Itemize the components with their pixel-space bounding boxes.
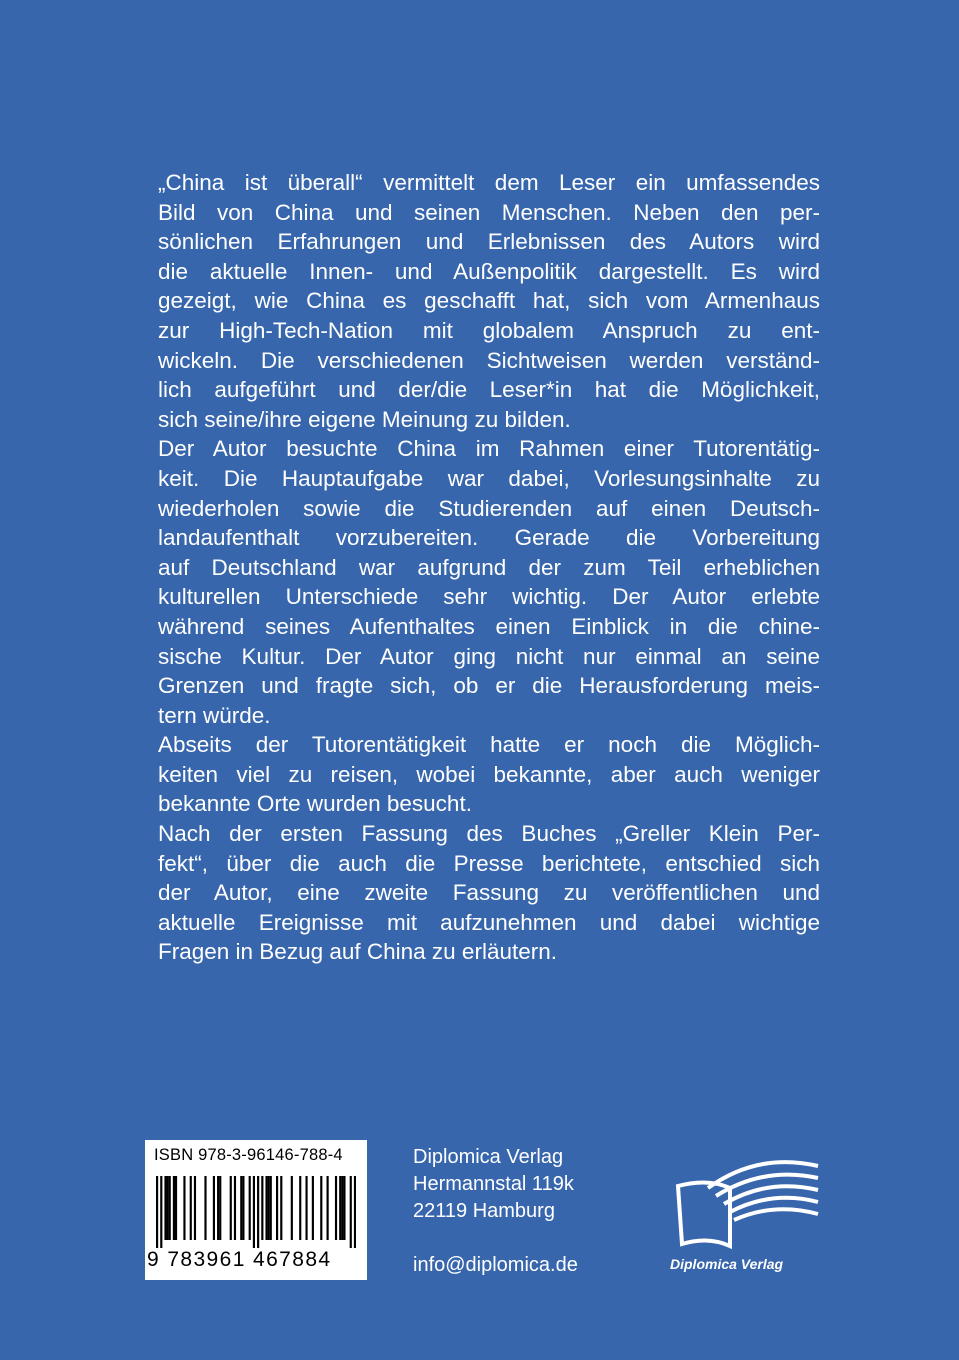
blurb-line: der Autor, eine zweite Fassung zu veröffentlichen und — [158, 880, 820, 906]
blurb-line: keiten viel zu reisen, wobei bekannte, aber auch weniger — [158, 761, 820, 787]
blurb-line: tern würde. — [158, 702, 271, 728]
blurb-line: sische Kultur. Der Autor ging nicht nur einmal an seine — [158, 643, 820, 669]
blurb-line: die aktuelle Innen- und Außenpolitik dargestellt. Es wird — [158, 258, 820, 284]
blurb-line: während seines Aufenthaltes einen Einblick in die chine- — [158, 613, 820, 639]
blurb-line: bekannte Orte wurden besucht. — [158, 791, 472, 817]
blurb-line: kulturellen Unterschiede sehr wichtig. Der Autor erlebte — [158, 584, 820, 610]
barcode-bars — [156, 1176, 356, 1248]
barcode-bar — [291, 1176, 293, 1240]
barcode-bar — [312, 1176, 314, 1240]
blurb-paragraph-4 — [158, 819, 820, 967]
blurb-line: wiederholen sowie die Studierenden auf einen Deutsch- — [158, 495, 820, 521]
barcode-bar — [343, 1176, 345, 1240]
barcode-bar — [276, 1176, 278, 1240]
barcode-bar — [242, 1176, 244, 1240]
blurb-line: Grenzen und fragte sich, ob er die Herausforderung meis- — [158, 673, 820, 699]
blurb-line: Der Autor besuchte China im Rahmen einer Tutorentätig- — [158, 436, 820, 462]
barcode-bar — [350, 1176, 352, 1248]
blurb-line: wickeln. Die verschiedenen Sichtweisen werden verständ- — [158, 347, 820, 373]
barcode-bar — [183, 1176, 185, 1240]
blurb-paragraph-3 — [158, 730, 820, 819]
blurb-line: gezeigt, wie China es geschafft hat, sich vom Armenhaus — [158, 288, 820, 314]
blurb-line: landaufenthalt vorzubereiten. Gerade die Vorbereitung — [158, 525, 820, 551]
barcode-bar — [299, 1176, 301, 1240]
barcode-bar — [173, 1176, 175, 1240]
barcode-bar — [268, 1176, 270, 1240]
publisher-name: Diplomica Verlag — [413, 1146, 564, 1168]
publisher-email: info@diplomica.de — [413, 1254, 578, 1276]
barcode-bar — [261, 1176, 263, 1240]
publisher-street: Hermannstal 119k — [413, 1173, 574, 1195]
barcode-bar — [280, 1176, 282, 1240]
blurb-line: sönlichen Erfahrungen und Erlebnissen des Autors wird — [158, 229, 820, 255]
blurb-line: lich aufgeführt und der/die Leser*in hat die Möglichkeit, — [158, 377, 820, 403]
barcode-bar — [164, 1176, 166, 1240]
barcode-bar — [190, 1176, 192, 1240]
barcode-bar — [156, 1176, 158, 1248]
barcode-bar — [354, 1176, 356, 1248]
blurb-line: keit. Die Hauptaufgabe war dabei, Vorlesungsinhalte zu — [158, 465, 820, 491]
barcode-bar — [160, 1176, 162, 1248]
barcode-bar — [327, 1176, 329, 1240]
isbn-label: ISBN 978-3-96146-788-4 — [154, 1146, 343, 1164]
publisher-logo-text: Diplomica Verlag — [670, 1256, 784, 1272]
barcode-bar — [320, 1176, 322, 1240]
blurb-line: Bild von China und seinen Menschen. Neben den per- — [158, 199, 820, 225]
blurb-line: fekt“, über die auch die Presse berichtete, entschied sich — [158, 850, 820, 876]
blurb-line: auf Deutschland war aufgrund der zum Teil erheblichen — [158, 554, 820, 580]
blurb-line: aktuelle Ereignisse mit aufzunehmen und dabei wichtige — [158, 909, 820, 935]
barcode-bar — [335, 1176, 337, 1240]
barcode-bar — [341, 1176, 343, 1240]
publisher-city: 22119 Hamburg — [413, 1200, 555, 1222]
barcode-bar — [217, 1176, 219, 1240]
barcode-bar — [257, 1176, 259, 1248]
blurb-line: sich seine/ihre eigene Meinung zu bilden. — [158, 406, 571, 432]
barcode-bar — [240, 1176, 242, 1240]
blurb-line: Abseits der Tutorentätigkeit hatte er noch die Möglich- — [158, 732, 820, 758]
barcode-bar — [194, 1176, 196, 1240]
barcode-bar — [249, 1176, 251, 1240]
barcode-bar — [169, 1176, 171, 1240]
blurb-paragraph-1 — [158, 168, 820, 434]
barcode-bar — [339, 1176, 341, 1240]
barcode-bar — [219, 1176, 221, 1240]
isbn-barcode — [145, 1140, 367, 1280]
barcode-bar — [167, 1176, 169, 1240]
barcode-bar — [270, 1176, 272, 1240]
barcode-bar — [175, 1176, 177, 1240]
publisher-address — [413, 1144, 578, 1279]
barcode-bar — [265, 1176, 267, 1240]
back-cover-blurb — [158, 168, 820, 967]
barcode-bar — [234, 1176, 236, 1240]
blurb-line: Nach der ersten Fassung des Buches „Greller Klein Per- — [158, 821, 820, 847]
blurb-line: Fragen in Bezug auf China zu erläutern. — [158, 939, 557, 965]
blurb-paragraph-2 — [158, 434, 820, 730]
ean-digits: 9 783961 467884 — [147, 1248, 332, 1271]
barcode-bar — [213, 1176, 215, 1240]
barcode-bar — [230, 1176, 232, 1240]
barcode-bar — [253, 1176, 255, 1248]
barcode-bar — [204, 1176, 206, 1240]
blurb-line: zur High-Tech-Nation mit globalem Anspruch zu ent- — [158, 317, 820, 343]
blurb-line: „China ist überall“ vermittelt dem Leser ein umfassendes — [158, 170, 820, 195]
barcode-bar — [305, 1176, 307, 1240]
